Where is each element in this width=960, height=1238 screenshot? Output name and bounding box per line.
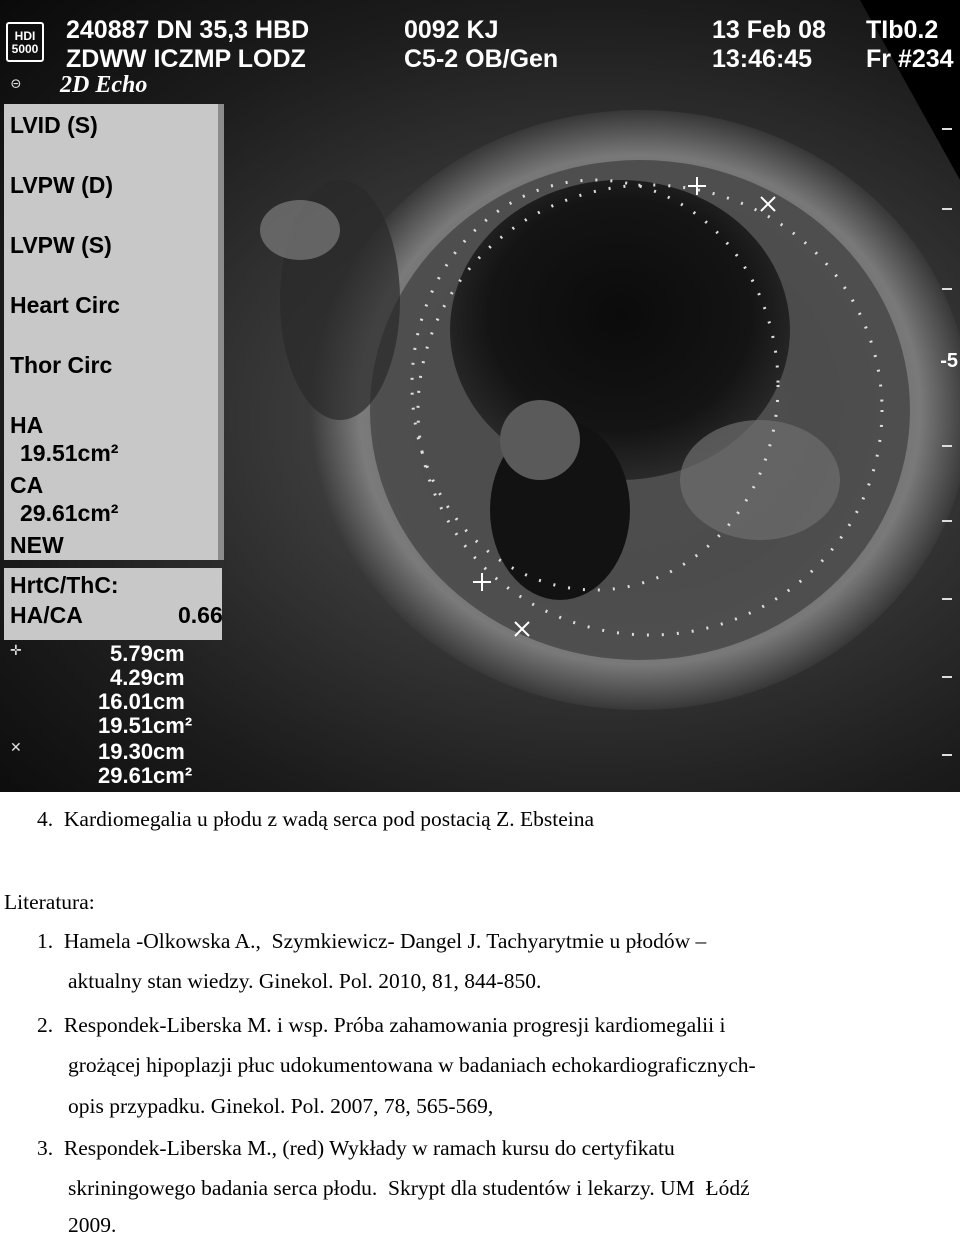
menu-item-lvid-s[interactable]: LVID (S): [10, 112, 98, 138]
exam-date: 13 Feb 08: [712, 16, 826, 44]
depth-tick: [942, 288, 952, 290]
thermal-index: TIb0.2: [866, 16, 939, 44]
depth-tick: [942, 676, 952, 678]
probe-line-1: 0092 KJ: [404, 16, 499, 44]
depth-tick: [942, 128, 952, 130]
menu-item-heart-circ[interactable]: Heart Circ: [10, 292, 120, 318]
exam-time: 13:46:45: [712, 45, 813, 73]
caliper-x-icon: ✕: [10, 740, 22, 756]
result-label-ca: CA: [10, 472, 44, 498]
hdi-logo: HDI 5000: [6, 22, 44, 62]
menu-item-thor-circ[interactable]: Thor Circ: [10, 352, 113, 378]
cursor2-value: 29.61cm²: [98, 763, 193, 788]
menu-item-lvpw-s[interactable]: LVPW (S): [10, 232, 112, 258]
measurement-panel: [4, 104, 224, 560]
result-label-ha: HA: [10, 412, 44, 438]
cursor2-value: 19.30cm: [98, 739, 185, 764]
depth-tick: [942, 445, 952, 447]
result-value-ca: 29.61cm²: [20, 500, 119, 526]
literature-heading: Literatura:: [4, 890, 95, 914]
caliper-plus-icon: ✛: [10, 643, 22, 659]
ratio-value: 0.66: [178, 602, 223, 628]
reference-line: aktualny stan wiedzy. Ginekol. Pol. 2010, 81, 844-850.: [68, 969, 542, 993]
reference-line: 2. Respondek-Liberska M. i wsp. Próba zahamowania progresji kardiomegalii i: [37, 1013, 726, 1037]
depth-tick: [942, 754, 952, 756]
pointer-icon: ⊝: [10, 77, 22, 92]
reference-line: 2009.: [68, 1213, 117, 1237]
figure-caption: 4. Kardiomegalia u płodu z wadą serca pod postacią Z. Ebsteina: [37, 807, 595, 831]
menu-item-lvpw-d[interactable]: LVPW (D): [10, 172, 114, 198]
cursor1-value: 5.79cm: [110, 641, 185, 666]
ratio-panel: [4, 568, 222, 640]
depth-marker: -5: [940, 350, 958, 372]
ratio-title: HrtC/ThC:: [10, 572, 119, 598]
probe-line-2: C5-2 OB/Gen: [404, 45, 559, 73]
depth-tick: [942, 520, 952, 522]
result-value-ha: 19.51cm²: [20, 440, 119, 466]
menu-item-new[interactable]: NEW: [10, 532, 64, 558]
reference-line: 1. Hamela -Olkowska A., Szymkiewicz- Dangel J. Tachyarytmie u płodów –: [37, 929, 707, 953]
mode-label: 2D Echo: [60, 72, 148, 98]
cursor1-value: 4.29cm: [110, 665, 185, 690]
reference-line: opis przypadku. Ginekol. Pol. 2007, 78, 565-569,: [68, 1094, 494, 1118]
cursor1-value: 16.01cm: [98, 689, 185, 714]
ratio-label: HA/CA: [10, 602, 83, 628]
patient-line-2: ZDWW ICZMP LODZ: [66, 45, 306, 73]
cursor1-value: 19.51cm²: [98, 713, 193, 738]
panel-scrollbar[interactable]: [218, 104, 224, 560]
frame-number: Fr #234: [866, 45, 954, 73]
patient-line-1: 240887 DN 35,3 HBD: [66, 16, 310, 44]
reference-line: grożącej hipoplazji płuc udokumentowana w badaniach echokardiograficznych-: [68, 1053, 756, 1077]
reference-line: skriningowego badania serca płodu. Skrypt dla studentów i lekarzy. UM Łódź: [68, 1176, 750, 1200]
depth-tick: [942, 598, 952, 600]
reference-line: 3. Respondek-Liberska M., (red) Wykłady w ramach kursu do certyfikatu: [37, 1136, 675, 1160]
depth-tick: [942, 208, 952, 210]
